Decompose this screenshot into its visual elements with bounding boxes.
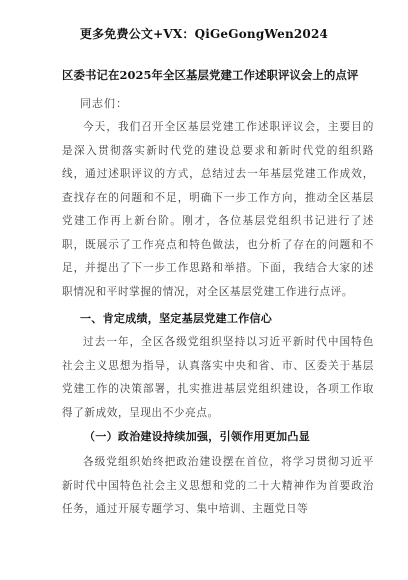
paragraph-political: 各级党组织始终把政治建设摆在首位，将学习贯彻习近平新时代中国特色社会主义思想和党的二十大精神作为首要政治任务，通过开展专题学习、集中培训、主题党日等 bbox=[62, 456, 374, 515]
section-heading: 一、肯定成绩，坚定基层党建工作信心 bbox=[80, 312, 273, 325]
paragraph-intro: 今天，我们召开全区基层党建工作述职评议会，主要目的是深入贯彻落实新时代党的建设总要求和新时代党的组织路线，通过述职评议的方式，总结过去一年基层党建工作成效，查找存在的问题和不足，明确下一步工作方向，推动全区基层党建工作再上新台阶。刚才，各位基层党组织书记进行了述职，既展示了工作亮点和特色做法，也分析了存在的问题和不足，并提出了下一步工作思路和举措。下面，我结合大家的述职情况和平时掌握的情况，对全区基层党建工作进行点评。 bbox=[62, 121, 374, 298]
greeting: 同志们： bbox=[80, 97, 128, 110]
paragraph-achievements: 过去一年，全区各级党组织坚持以习近平新时代中国特色社会主义思想为指导，认真落实中央和省、市、区委关于基层党建工作的决策部署，扎实推进基层党组织建设，各项工作取得了新成效，呈现出不少亮点。 bbox=[62, 336, 374, 419]
page-header: 更多免费公文+VX：QiGeGongWen2024 bbox=[79, 27, 329, 41]
subsection-heading: （一）政治建设持续加强，引领作用更加凸显 bbox=[84, 430, 310, 443]
document-title: 区委书记在2025年全区基层党建工作述职评议会上的点评 bbox=[62, 68, 359, 82]
